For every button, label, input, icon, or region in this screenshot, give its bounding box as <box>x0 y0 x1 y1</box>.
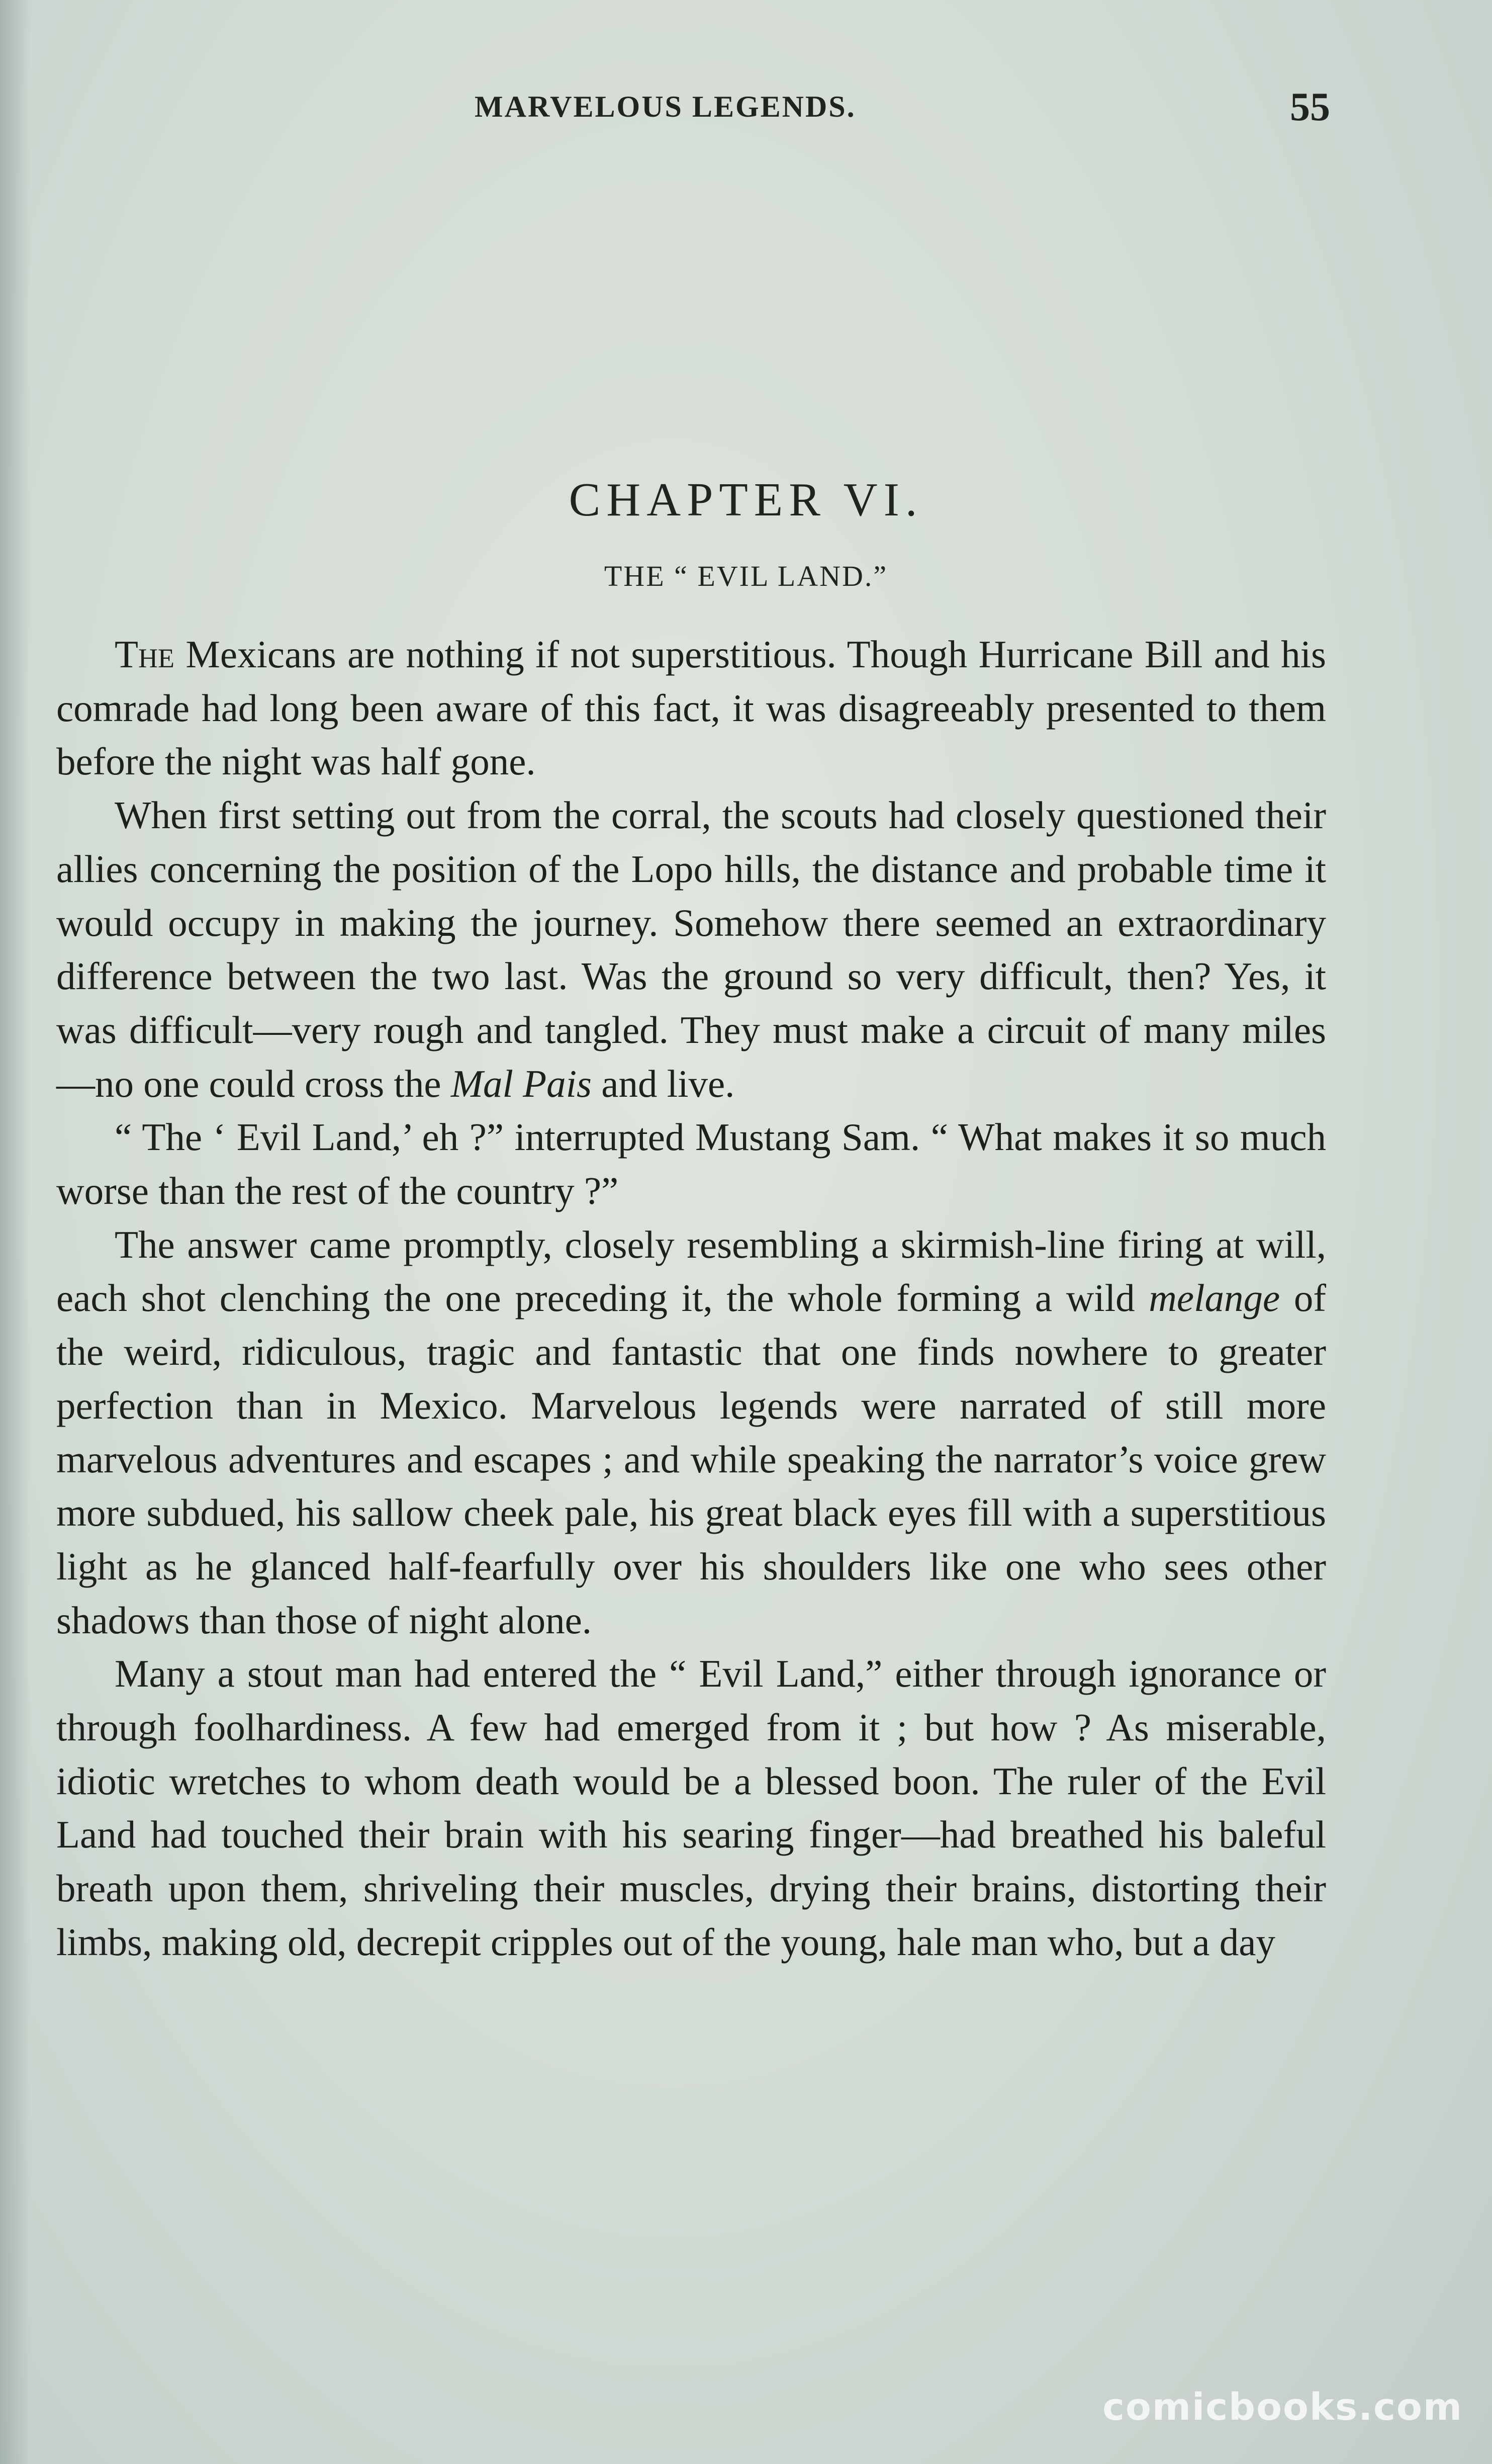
paragraph-text: When first setting out from the corral, the scouts had closely questioned their allies concerning the position of the Lopo hills, the distance and probable time it would occupy in making the journey. Somehow there seemed an extraordinary difference between the two last. Was the ground so very difficult, then? Yes, it was difficult—very rough and tangled. They must make a circuit of many miles—no one could cross the <box>56 794 1326 1105</box>
paragraph-lead-word: The <box>115 633 175 676</box>
body-text <box>56 628 1326 1969</box>
paragraph-text: and live. <box>592 1062 735 1105</box>
page-number: 55 <box>1290 85 1330 129</box>
paragraph-1 <box>56 628 1326 788</box>
paragraph-3 <box>56 1110 1326 1217</box>
running-head: MARVELOUS LEGENDS. <box>475 90 856 123</box>
paragraph-text: Mexicans are nothing if not superstitious. Though Hurricane Bill and his comrade had long been aware of this fact, it was disagreeably presented to them before the night was half gone. <box>56 633 1326 783</box>
paragraph-text: of the weird, ridiculous, tragic and fantastic that one finds nowhere to greater perfection than in Mexico. Marvelous legends were narrated of still more marvelous adventures and escapes ; and while speaking the narrator’s voice grew more subdued, his sallow cheek pale, his great black eyes fill with a superstitious light as he glanced half-fearfully over his shoulders like one who sees other shadows than those of night alone. <box>56 1276 1326 1642</box>
italic-term: Mal Pais <box>450 1062 592 1105</box>
paragraph-5 <box>56 1647 1326 1969</box>
paragraph-text: Many a stout man had entered the “ Evil Land,” either through ignorance or through foolhardiness. A few had emerged from it ; but how ? As miserable, idiotic wretches to whom death would be a blessed boon. The ruler of the Evil Land had touched their brain with his searing finger—had breathed his baleful breath upon them, shriveling their muscles, drying their brains, distorting their limbs, making old, decrepit cripples out of the young, hale man who, but a day <box>56 1652 1326 1964</box>
paragraph-text: “ The ‘ Evil Land,’ eh ?” interrupted Mustang Sam. “ What makes it so much worse than the rest of the country ?” <box>56 1115 1326 1213</box>
chapter-subtitle: THE “ EVIL LAND.” <box>604 560 888 592</box>
paragraph-text: The answer came promptly, closely resembling a skirmish-line firing at will, each shot clenching the one preceding it, the whole forming a wild <box>56 1222 1326 1320</box>
paragraph-2 <box>56 788 1326 1110</box>
paragraph-4 <box>56 1218 1326 1647</box>
watermark: comicbooks.com <box>1102 2386 1463 2429</box>
page-edge-shadow <box>0 0 30 2464</box>
chapter-title: CHAPTER VI. <box>569 474 923 526</box>
italic-term: melange <box>1149 1276 1280 1320</box>
